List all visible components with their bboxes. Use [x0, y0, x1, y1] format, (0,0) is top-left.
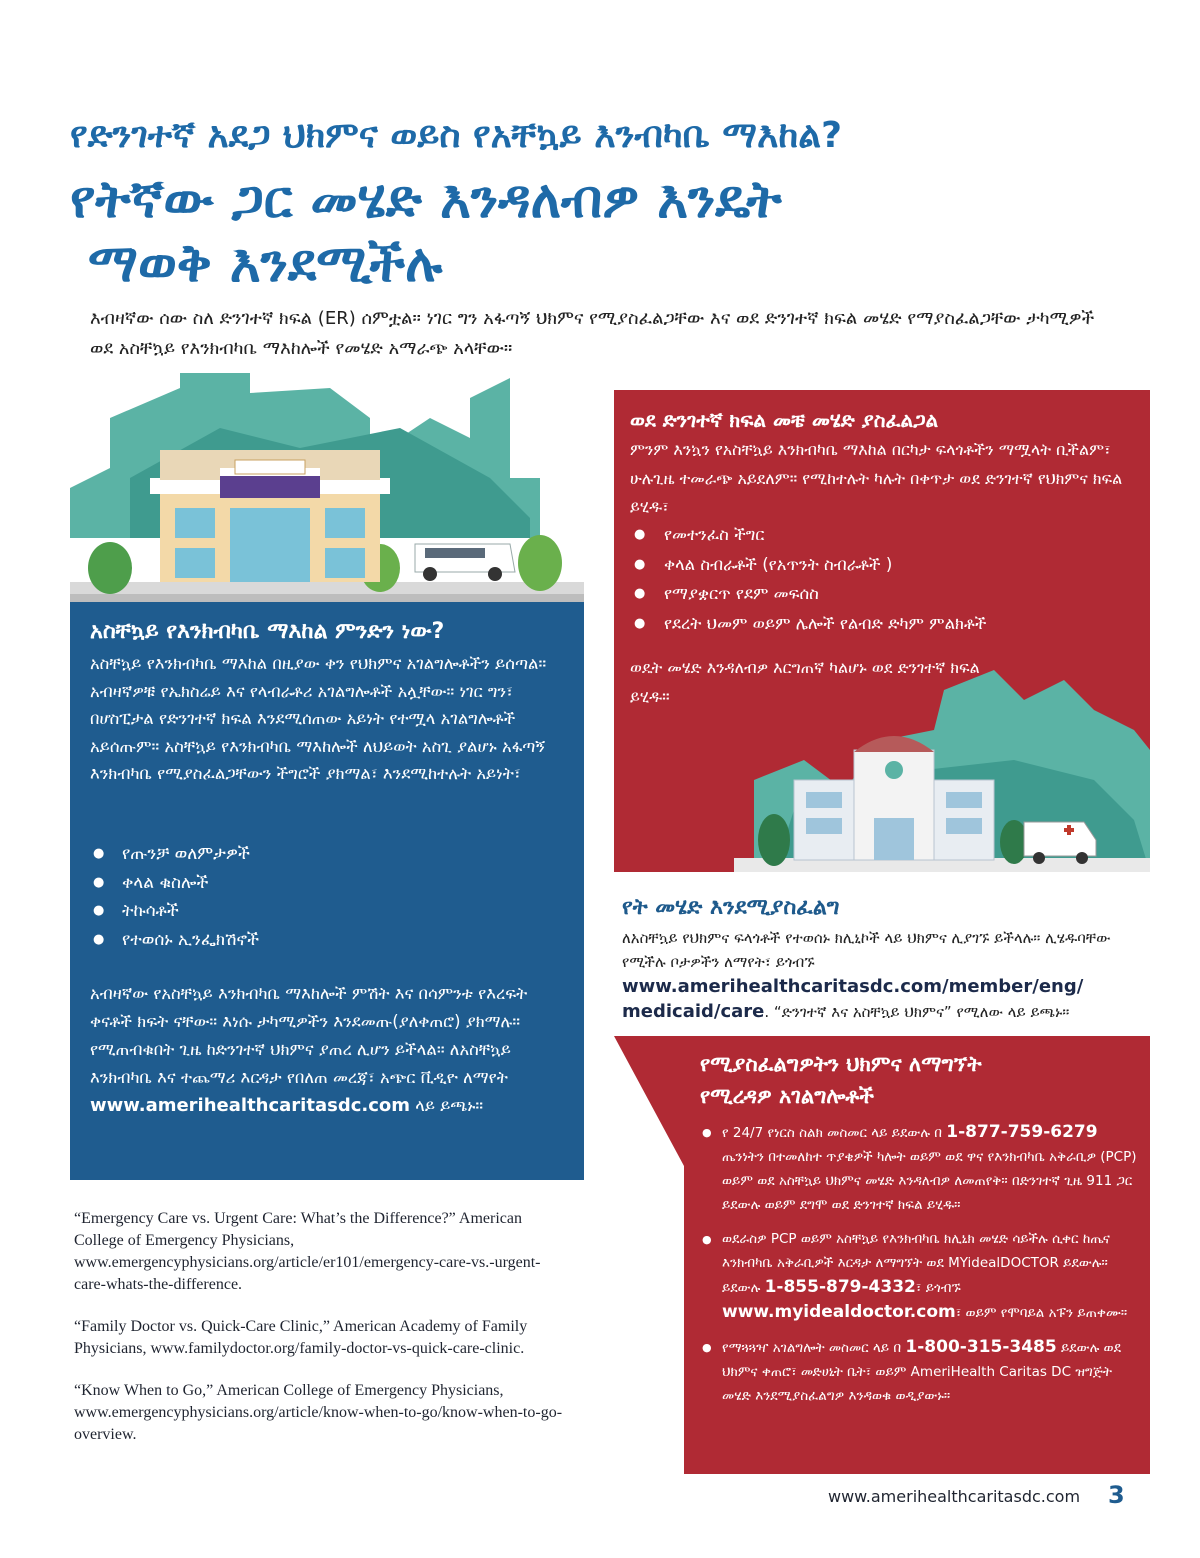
urgent-care-hours-paragraph	[90, 980, 570, 1120]
list-item: ● የተወሰኑ ኢንፌክሽኖች	[90, 926, 259, 955]
nurse-line-text: የ 24/7 የነርስ ስልክ መስመር ላይ ይደውሉ በ	[722, 1125, 947, 1141]
list-item: ● የማያቋርጥ የደም መፍሰስ	[630, 579, 986, 609]
references	[74, 1208, 564, 1466]
myidealdoctor-visit-text: ፣ ይጎብኙ	[915, 1280, 961, 1296]
myidealdoctor-phone[interactable]: 1-855-879-4332	[764, 1277, 916, 1297]
urgent-care-url-suffix: ላይ ይጫኑ።	[410, 1096, 484, 1115]
care-locations-link-line1: www.amerihealthcaritasdc.com/member/eng/	[622, 976, 1084, 997]
emergency-list	[630, 520, 986, 638]
intro-paragraph: እብዛኛው ሰው ስለ ድንገተኛ ክፍል (ER) ሰምቷል። ነገር ግን አፋጣኝ ህክምና የሚያስፈልጋቸው እና ወደ ድንገተኛ ክፍል መሄድ የማያስፈልጋቸው ታካሚዎች ወደ አስቸኳይ የእንክብካቤ ማእከሎች የመሄድ አማራጭ አላቸው።	[90, 308, 1095, 359]
where-to-go-suffix: . “ድንገተኛ እና አስቸኳይ ህክምና” የሚለው ላይ ይጫኑ።	[764, 1003, 1070, 1021]
page-title-line1: የድንገተኛ አደጋ ህክምና ወይስ የአቸኳይ እንብካቤ ማእከል?	[70, 115, 842, 156]
care-locations-link-line2: medicaid/care	[622, 1001, 765, 1022]
myidealdoctor-text: ወደራስዎ PCP ወይም አስቸኳይ የእንክብካቤ ክሊኒክ መሄድ ሳይችሉ ሲቀር ከጤና እንክብካቤ አቅራቢዎች እርዳታ ለማግኘት ወደ MYidealDOCTOR ይደውሉ። ይደውሉ	[722, 1231, 1110, 1296]
list-item: ● የደረት ህመም ወይም ሌሎች የልብድ ድካም ምልክቶች	[630, 609, 986, 639]
services-heading-line2: የሚረዳዎ አገልግሎቶች	[700, 1084, 875, 1108]
urgent-care-panel	[70, 602, 584, 1180]
services-panel	[614, 1036, 1150, 1474]
emergency-advice: ወዴት መሄድ እንዳለብዎ እርግጠኛ ካልሆኑ ወደ ድንገተኛ ክፍል ይሂዱ።	[630, 658, 980, 706]
page-number: 3	[1108, 1481, 1125, 1509]
urgent-care-illustration	[70, 358, 584, 608]
list-item: ● ትኩሳቶች	[90, 897, 259, 926]
emergency-panel	[614, 390, 1150, 872]
urgent-care-description: አስቸኳይ የእንክብካቤ ማእከል በዚያው ቀን የህክምና አገልግሎቶችን ይሰጣል። አብዛኛዎቹ የኤክስሬይ እና የላብራቶሪ አገልግሎቶች አሏቸው። ነገር ግን፣ በሆስፒታል የድንገተኛ ክፍል እንደሚሰጠው አይነት የተሟላ አገልግሎቶች አይሰጡም። አስቸኳይ የእንክብካቤ ማእከሎች ለህይወት አስጊ ያልሆኑ አፋጣኝ እንክብካቤ የሚያስፈልጋቸውን ችግሮች ያክማል፣ እንደሚከተሉት አይነት፣	[90, 654, 547, 783]
list-item	[702, 1335, 1140, 1408]
urgent-care-list	[90, 840, 259, 954]
list-item	[702, 1227, 1140, 1325]
where-to-go-text: ለአስቸኳይ የህክምና ፍላጎቶች የተወሰኑ ክሊኒኮች ላይ ህክምና ሊያገኙ ይችላሉ። ሊሄዱባቸው የሚችሉ ቦታዎችን ለማየት፣ ይጎብኙ	[622, 929, 1111, 971]
list-item: ● የጡንቻ ወለምታዎች	[90, 840, 259, 869]
where-to-go-paragraph	[622, 926, 1150, 1024]
reference-item: “Emergency Care vs. Urgent Care: What’s the Difference?” American College of Emergency Physicians, www.emergencyphysicians.org/article/er101/emergency-care-vs.-urgent-care-whats-the-difference.	[74, 1210, 541, 1293]
reference-item: “Know When to Go,” American College of Emergency Physicians, www.emergencyphysicians.org/article/know-when-to-go/know-when-to-go-overview.	[74, 1382, 563, 1443]
myidealdoctor-link[interactable]: www.myidealdoctor.com	[722, 1302, 956, 1322]
hospital-illustration	[734, 670, 1150, 872]
footer-url[interactable]: www.amerihealthcaritasdc.com	[828, 1487, 1081, 1506]
list-item	[702, 1120, 1140, 1217]
emergency-description: ምንም እንኳን የአስቸኳይ እንክብካቤ ማእከል በርካታ ፍላጎቶችን ማሟላት ቢችልም፣ ሁሉጊዜ ተመራጭ አይደለም። የሚከተሉት ካሉት በቀጥታ ወደ ድንገተኛ የህክምና ክፍል ይሂዱ፣	[630, 440, 1123, 516]
title-line2-text: የትኛው ጋር መሄድ እንዳለብዎ እንዴት	[70, 170, 782, 230]
urgent-care-hours-text: አብዛኛው የአስቸኳይ እንክብካቤ ማእከሎች ምሽት እና በሳምንቱ የእረፍት ቀናቶች ክፍት ናቸው። እነሱ ታካሚዎችን እንደመጡ(ያለቀጠሮ) ያክማሉ። የሚጠብቁበት ጊዜ ከድንገተኛ ህክምና ያጠረ ሊሆን ይችላል። ለአስቸኳይ እንክብካቤ እና ተጨማሪ እርዳታ የበለጠ መረጃ፣ አጭር ቪዲዮ ለማየት	[90, 984, 528, 1087]
urgent-care-video-link[interactable]: www.amerihealthcaritasdc.com	[90, 1095, 411, 1116]
list-item: ● ቀላል ስብራቶች (የአጥንት ስብራቶች )	[630, 550, 986, 580]
nurse-line-details: ጤንነትን በተመለከተ ጥያቄዎች ካሎት ወይም ወደ ዋና የእንክብካቤ አቅራቢዎ (PCP) ወይም ወደ አስቸኳይ ህክምና መሄድ እንዳለብዎ ለመጠየቅ። በድንገተኛ ጊዜ 911 ጋር ይደውሉ ወይም ደግሞ ወደ ድንገተኛ ክፍል ይሂዱ።	[722, 1149, 1137, 1213]
services-list	[702, 1120, 1140, 1418]
transport-line-text: የማጓጓዣ አገልግሎት መስመር ላይ በ	[722, 1340, 906, 1356]
urgent-care-heading: አስቸኳይ የእንክብካቤ ማእከል ምንድን ነው?	[90, 619, 445, 644]
list-item: ● የመተንፈስ ችግር	[630, 520, 986, 550]
nurse-line-phone[interactable]: 1-877-759-6279	[946, 1122, 1098, 1142]
services-heading-line1: የሚያስፈልግዎትን ህክምና ለማግኘት	[700, 1052, 982, 1076]
transport-line-phone[interactable]: 1-800-315-3485	[905, 1337, 1057, 1357]
list-item: ● ቀላል ቁስሎች	[90, 869, 259, 898]
myidealdoctor-app-text: ፣ ወይም የሞባይል አፑን ይጠቀሙ።	[955, 1305, 1128, 1321]
page-title-line2	[70, 168, 1150, 296]
title-line3-text: ማወቅ እንደሚችሉ	[88, 234, 443, 294]
where-to-go-heading: የት መሄድ እንደሚያስፈልግ	[622, 895, 840, 920]
emergency-heading: ወደ ድንገተኛ ክፍል መቼ መሄድ ያስፈልጋል	[630, 408, 939, 432]
reference-item: “Family Doctor vs. Quick-Care Clinic,” American Academy of Family Physicians, www.familydoctor.org/family-doctor-vs-quick-care-clinic.	[74, 1318, 528, 1357]
transport-line-details: ይደውሉ ወደ ህክምና ቀጠሮ፣ መድሀኒት ቤት፣ ወይም AmeriHealth Caritas DC ዝግጅት መሄድ እንደሚያስፈልግዎ እንዳወቁ ወዲያውኑ።	[722, 1340, 1121, 1404]
services-heading	[700, 1048, 1130, 1112]
